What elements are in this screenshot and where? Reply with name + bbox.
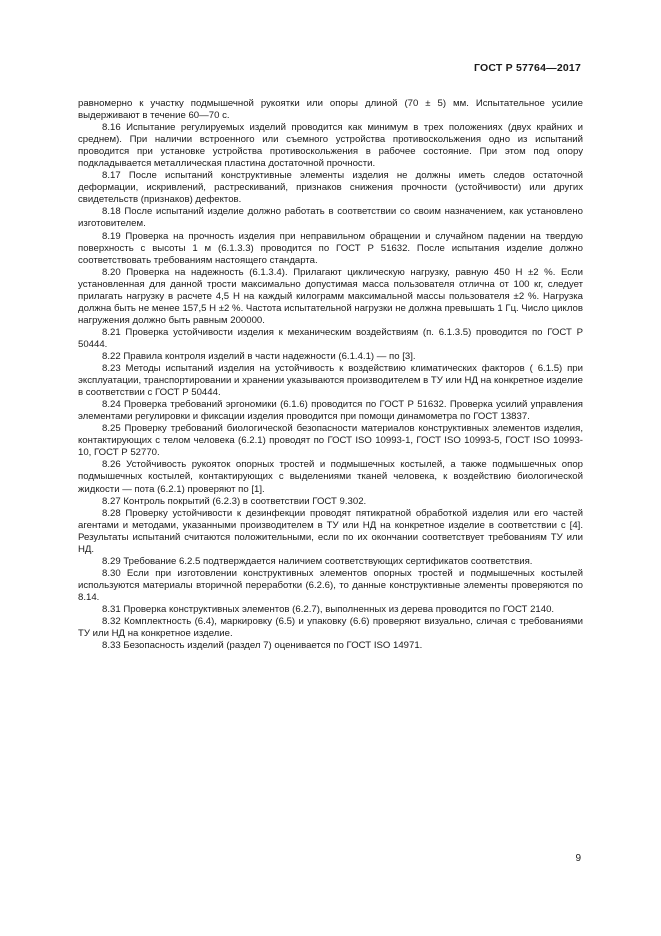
paragraph-8-27: 8.27 Контроль покрытий (6.2.3) в соответствии ГОСТ 9.302. <box>102 495 367 507</box>
paragraph-8-18: 8.18 После испытаний изделие должно работать в соответствии со своим назначением, как установлено изготовителем. <box>78 206 583 230</box>
paragraph-8-31: 8.31 Проверка конструктивных элементов (6.2.7), выполненных из дерева проводится по ГОСТ 2140. <box>102 603 555 615</box>
paragraph-8-33: 8.33 Безопасность изделий (раздел 7) оценивается по ГОСТ ISO 14971. <box>102 640 423 652</box>
document-body <box>78 98 583 652</box>
paragraph-8-25: 8.25 Проверку требований биологической безопасности материалов конструктивных элементов изделия, контактирующих с телом человека (6.2.1) проводят по ГОСТ ISO 10993-1, ГОСТ ISO 10993-5, ГОСТ ISO 10993-10, ГОСТ Р 52770. <box>78 423 583 459</box>
paragraph-8-19: 8.19 Проверка на прочность изделия при неправильном обращении и случайном падении на твердую поверхность с высоты 1 м (6.1.3.3) проводится по ГОСТ Р 51632. После испытания изделие должно соответствовать требованиям настоящего стандарта. <box>78 230 583 266</box>
paragraph-8-28: 8.28 Проверку устойчивости к дезинфекции проводят пятикратной обработкой изделия или его частей агентами и методами, указанными производителем в ТУ или НД на конкретное изделие в соответствии с [4]. Результаты испытаний считаются положительными, если по их окончании соответствует требованиям ТУ или НД. <box>78 507 583 555</box>
paragraph-continuation: равномерно к участку подмышечной рукоятки или опоры длиной (70 ± 5) мм. Испытательное усилие выдерживают в течение 60—70 с. <box>78 98 583 122</box>
paragraph-8-24: 8.24 Проверка требований эргономики (6.1.6) проводится по ГОСТ Р 51632. Проверка усилий управления элементами регулировки и фиксации изделия проводится при помощи динамометра по ГОСТ 13837. <box>78 399 583 423</box>
paragraph-8-23: 8.23 Методы испытаний изделия на устойчивость к воздействию климатических факторов ( 6.1.5) при эксплуатации, транспортировании и хранении указываются производителем в ТУ или НД на конкретное изделие в соответствии с ГОСТ Р 50444. <box>78 363 583 399</box>
paragraph-8-16: 8.16 Испытание регулируемых изделий проводится как минимум в трех положениях (двух крайних и среднем). При наличии встроенного или съемного устройства противоскольжения одно из испытаний проводится при установке устройства противоскольжения в рабочее состояние. При этом под опору подкладывается металлическая пластина достаточной прочности. <box>78 122 583 170</box>
paragraph-8-21: 8.21 Проверка устойчивости изделия к механическим воздействиям (п. 6.1.3.5) проводится по ГОСТ Р 50444. <box>78 326 583 350</box>
standard-id-header: ГОСТ Р 57764—2017 <box>473 62 581 74</box>
page-number: 9 <box>575 853 581 864</box>
paragraph-8-17: 8.17 После испытаний конструктивные элементы изделия не должны иметь следов остаточной деформации, искривлений, растрескиваний, признаков снижения прочности (устойчивости) или других свидетельств (признаков) дефектов. <box>78 170 583 206</box>
paragraph-8-26: 8.26 Устойчивость рукояток опорных тростей и подмышечных костылей, а также подмышечных опор подмышечных костылей, контактирующих с выделениями тканей человека, к воздействию биологической жидкости — пота (6.2.1) проверяют по [1]. <box>78 459 583 495</box>
paragraph-8-20: 8.20 Проверка на надежность (6.1.3.4). Прилагают циклическую нагрузку, равную 450 Н ±2 %. Если установленная для данной трости максимально допустимая масса пользователя отлична от 100 кг, следует прилагать нагрузку в расчете 4,5 Н на каждый килограмм максимальной массы пользователя ±2 %. Нагрузка должна быть не менее 157,5 Н ±2 %. Частота испытательной нагрузки не должна превышать 1 Гц. Число циклов нагружения должно быть равным 200000. <box>78 266 583 326</box>
paragraph-8-32: 8.32 Комплектность (6.4), маркировку (6.5) и упаковку (6.6) проверяют визуально, сличая с требованиями ТУ или НД на конкретное изделие. <box>78 616 583 640</box>
paragraph-8-22: 8.22 Правила контроля изделий в части надежности (6.1.4.1) — по [3]. <box>102 350 416 362</box>
paragraph-8-30: 8.30 Если при изготовлении конструктивных элементов опорных тростей и подмышечных костылей используются материалы вторичной переработки (6.2.6), то данные конструктивные элементы проверяются по 8.14. <box>78 567 583 603</box>
paragraph-8-29: 8.29 Требование 6.2.5 подтверждается наличием соответствующих сертификатов соответствия. <box>102 555 533 567</box>
